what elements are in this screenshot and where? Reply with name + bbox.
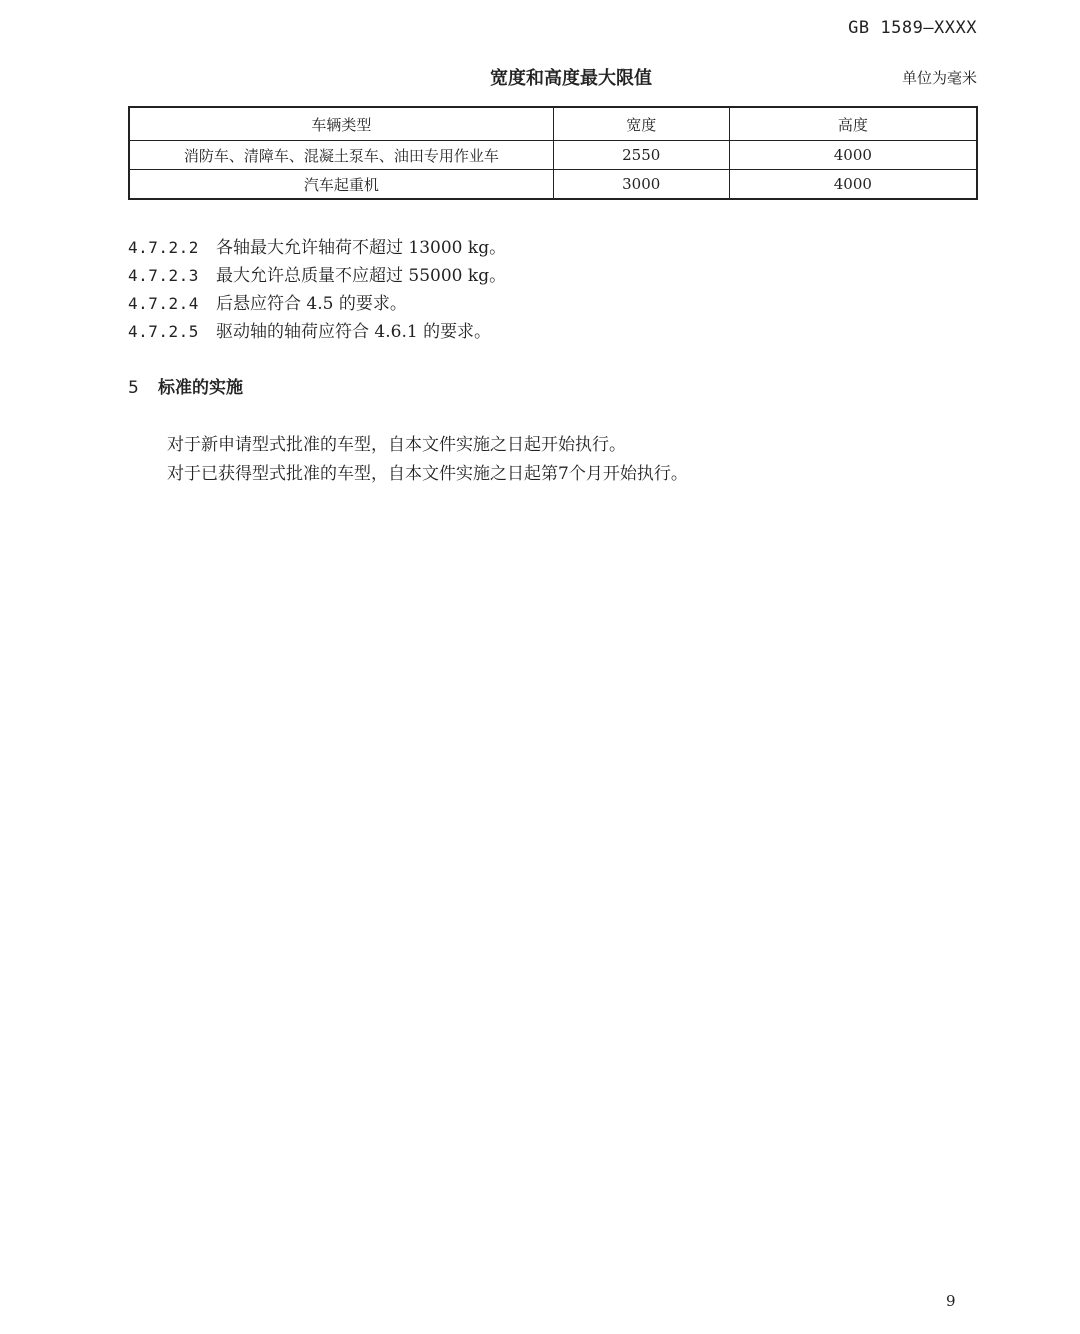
- cell-height: 4000: [729, 170, 977, 200]
- section-paragraph: 对于新申请型式批准的车型，自本文件实施之日起开始执行。: [167, 435, 626, 455]
- table-row: [129, 141, 977, 170]
- section-heading: [128, 373, 243, 398]
- page-number: 9: [946, 1292, 956, 1310]
- clause-number: 4.7.2.5: [128, 322, 199, 341]
- clause-text: 后悬应符合 4.5 的要求。: [216, 294, 407, 314]
- clause-number: 4.7.2.3: [128, 266, 199, 285]
- clause-4-7-2-4: [128, 289, 407, 314]
- clause-number: 4.7.2.2: [128, 238, 199, 257]
- cell-height: 4000: [729, 141, 977, 170]
- clause-4-7-2-3: [128, 261, 506, 286]
- clause-4-7-2-2: [128, 233, 506, 258]
- table-header-row: [129, 107, 977, 141]
- limits-table: [128, 106, 978, 200]
- column-header-height: 高度: [729, 107, 977, 141]
- column-header-width: 宽度: [553, 107, 729, 141]
- section-title: 标准的实施: [158, 378, 243, 398]
- document-code: GB 1589—XXXX: [848, 18, 977, 38]
- column-header-vehicle-type: 车辆类型: [129, 107, 553, 141]
- table-row: [129, 170, 977, 200]
- clause-text: 最大允许总质量不应超过 55000 kg。: [216, 266, 507, 286]
- clause-number: 4.7.2.4: [128, 294, 199, 313]
- table-unit: 单位为毫米: [901, 69, 977, 87]
- cell-vehicle-type: 汽车起重机: [129, 170, 553, 200]
- section-paragraph: 对于已获得型式批准的车型，自本文件实施之日起第7个月开始执行。: [167, 464, 688, 484]
- cell-width: 3000: [553, 170, 729, 200]
- cell-vehicle-type: 消防车、清障车、混凝土泵车、油田专用作业车: [129, 141, 553, 170]
- clause-text: 驱动轴的轴荷应符合 4.6.1 的要求。: [216, 322, 492, 342]
- clause-4-7-2-5: [128, 317, 491, 342]
- clause-text: 各轴最大允许轴荷不超过 13000 kg。: [216, 238, 507, 258]
- table-title: 宽度和高度最大限值: [490, 68, 652, 89]
- section-number: 5: [128, 378, 139, 398]
- cell-width: 2550: [553, 141, 729, 170]
